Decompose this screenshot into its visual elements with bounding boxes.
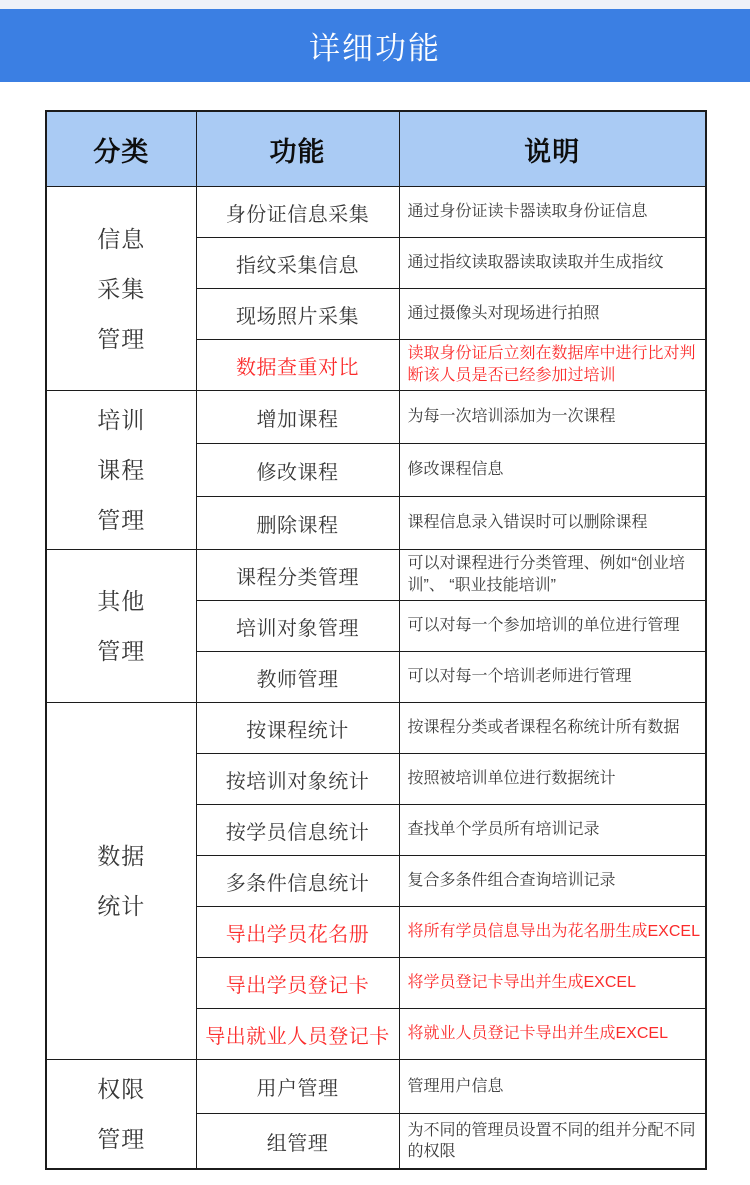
category-line: 管理 [97,638,146,664]
description-cell: 将所有学员信息导出为花名册生成EXCEL [399,907,706,958]
table-row [46,391,706,444]
header-description: 说明 [399,111,706,187]
function-cell: 按课程统计 [196,703,399,754]
function-cell: 增加课程 [196,391,399,444]
description-cell: 读取身份证后立刻在数据库中进行比对判断该人员是否已经参加过培训 [399,340,706,391]
category-line: 课程 [97,457,146,483]
title-banner [0,9,750,82]
category-line: 其他 [97,588,146,614]
category-cell [46,391,196,550]
header-category: 分类 [46,111,196,187]
function-cell: 用户管理 [196,1060,399,1114]
table-row [46,550,706,601]
description-cell: 按课程分类或者课程名称统计所有数据 [399,703,706,754]
table-header-row [46,111,706,187]
function-cell: 导出学员登记卡 [196,958,399,1009]
description-cell: 通过指纹读取器读取读取并生成指纹 [399,238,706,289]
category-line: 统计 [97,893,146,919]
category-line: 管理 [97,325,146,352]
category-line: 管理 [97,507,146,533]
category-cell [46,1060,196,1170]
category-cell [46,550,196,703]
page-title: 详细功能 [309,31,441,66]
table-row [46,1060,706,1114]
function-cell: 培训对象管理 [196,601,399,652]
category-line: 管理 [97,1126,146,1152]
description-cell: 修改课程信息 [399,444,706,497]
function-cell: 数据查重对比 [196,340,399,391]
function-cell: 课程分类管理 [196,550,399,601]
category-cell [46,187,196,391]
function-cell: 现场照片采集 [196,289,399,340]
feature-table [45,110,707,1170]
function-cell: 删除课程 [196,497,399,550]
description-cell: 按照被培训单位进行数据统计 [399,754,706,805]
category-cell [46,703,196,1060]
category-line: 数据 [97,843,146,869]
table-row [46,187,706,238]
category-line: 信息 [97,225,146,252]
function-cell: 按学员信息统计 [196,805,399,856]
function-cell: 导出就业人员登记卡 [196,1009,399,1060]
category-line: 采集 [97,275,146,302]
function-cell: 导出学员花名册 [196,907,399,958]
category-line: 权限 [97,1076,146,1102]
description-cell: 查找单个学员所有培训记录 [399,805,706,856]
function-cell: 修改课程 [196,444,399,497]
description-cell: 可以对每一个参加培训的单位进行管理 [399,601,706,652]
function-cell: 教师管理 [196,652,399,703]
description-cell: 复合多条件组合查询培训记录 [399,856,706,907]
function-cell: 身份证信息采集 [196,187,399,238]
description-cell: 为每一次培训添加为一次课程 [399,391,706,444]
table-row [46,703,706,754]
description-cell: 通过摄像头对现场进行拍照 [399,289,706,340]
feature-table-wrap [45,110,705,1170]
description-cell: 为不同的管理员设置不同的组并分配不同的权限 [399,1114,706,1169]
description-cell: 通过身份证读卡器读取身份证信息 [399,187,706,238]
description-cell: 可以对每一个培训老师进行管理 [399,652,706,703]
bottom-space [0,1170,750,1185]
description-cell: 可以对课程进行分类管理、例如“创业培训”、 “职业技能培训” [399,550,706,601]
table-body [46,187,706,1170]
description-cell: 课程信息录入错误时可以删除课程 [399,497,706,550]
function-cell: 组管理 [196,1114,399,1169]
function-cell: 多条件信息统计 [196,856,399,907]
top-strip [0,0,750,9]
header-function: 功能 [196,111,399,187]
description-cell: 将就业人员登记卡导出并生成EXCEL [399,1009,706,1060]
description-cell: 管理用户信息 [399,1060,706,1114]
function-cell: 按培训对象统计 [196,754,399,805]
function-cell: 指纹采集信息 [196,238,399,289]
category-line: 培训 [97,407,146,433]
description-cell: 将学员登记卡导出并生成EXCEL [399,958,706,1009]
